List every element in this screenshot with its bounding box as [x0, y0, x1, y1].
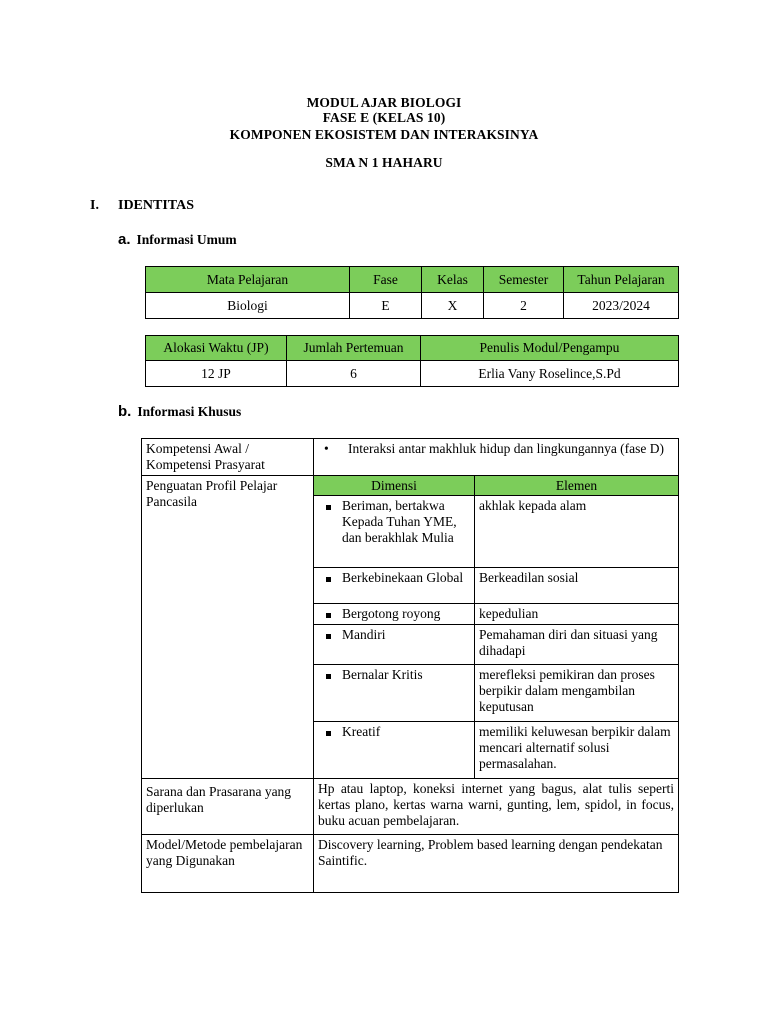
informasi-umum-table-1 — [145, 266, 679, 319]
sarana-label: Sarana dan Prasarana yang diperlukan — [142, 779, 314, 835]
doc-title-line-3: KOMPONEN EKOSISTEM DAN INTERAKSINYA — [229, 127, 539, 142]
square-bullet-icon — [326, 634, 331, 639]
table-header-cell: Mata Pelajaran — [146, 267, 350, 293]
table-header-cell: Fase — [350, 267, 422, 293]
kompetensi-row — [142, 439, 679, 476]
elemen-cell: akhlak kepada alam — [475, 496, 679, 568]
dimensi-header: Dimensi — [314, 476, 475, 496]
dimensi-text: Bergotong royong — [342, 606, 441, 621]
dimensi-text: Bernalar Kritis — [342, 667, 423, 682]
elemen-cell: Berkeadilan sosial — [475, 568, 679, 604]
dimensi-text: Beriman, bertakwa Kepada Tuhan YME, dan berakhlak Mulia — [342, 498, 457, 545]
table-cell: X — [422, 293, 484, 319]
section-identitas-heading — [90, 198, 194, 214]
kompetensi-value: Interaksi antar makhluk hidup dan lingkungannya (fase D) — [348, 441, 665, 456]
table-row — [146, 361, 679, 387]
sarana-value: Hp atau laptop, koneksi internet yang bagus, alat tulis seperti kertas plano, kertas warna warni, gunting, lem, spidol, in focus, buku acuan pembelajaran. — [314, 779, 679, 835]
table-header-cell: Jumlah Pertemuan — [287, 336, 421, 361]
elemen-cell: merefleksi pemikiran dan proses berpikir dalam mengambilan keputusan — [475, 665, 679, 722]
table-header-cell: Alokasi Waktu (JP) — [146, 336, 287, 361]
table-cell: E — [350, 293, 422, 319]
table-header-cell: Penulis Modul/Pengampu — [421, 336, 679, 361]
square-bullet-icon — [326, 613, 331, 618]
profil-label: Penguatan Profil Pelajar Pancasila — [142, 476, 314, 779]
profil-header-row — [142, 476, 679, 496]
informasi-khusus-table — [141, 438, 679, 893]
table-header-cell: Semester — [484, 267, 564, 293]
table-row — [146, 293, 679, 319]
dimensi-cell — [314, 604, 475, 625]
table-cell: 2 — [484, 293, 564, 319]
kompetensi-value-cell — [314, 439, 679, 476]
table-header-row — [146, 267, 679, 293]
square-bullet-icon — [326, 731, 331, 736]
dimensi-cell — [314, 665, 475, 722]
elemen-cell: Pemahaman diri dan situasi yang dihadapi — [475, 625, 679, 665]
section-numeral: I. — [90, 198, 99, 213]
dimensi-text: Kreatif — [342, 724, 381, 739]
table-header-row — [146, 336, 679, 361]
table-cell: 2023/2024 — [564, 293, 679, 319]
dimensi-text: Berkebinekaan Global — [342, 570, 464, 585]
dimensi-cell — [314, 722, 475, 779]
model-row — [142, 835, 679, 893]
subsection-b-title: Informasi Khusus — [137, 404, 242, 419]
table-header-cell: Tahun Pelajaran — [564, 267, 679, 293]
subsection-a-title: Informasi Umum — [136, 232, 237, 247]
model-value: Discovery learning, Problem based learning dengan pendekatan Saintific. — [314, 835, 679, 893]
model-label: Model/Metode pembelajaran yang Digunakan — [142, 835, 314, 893]
table-cell: Erlia Vany Roselince,S.Pd — [421, 361, 679, 387]
sarana-row — [142, 779, 679, 835]
subsection-a-letter: a. — [118, 231, 131, 248]
doc-title-line-1: MODUL AJAR BIOLOGI — [306, 95, 462, 110]
table-cell: Biologi — [146, 293, 350, 319]
informasi-umum-table-2 — [145, 335, 679, 387]
doc-school-name: SMA N 1 HAHARU — [325, 155, 443, 170]
elemen-header: Elemen — [475, 476, 679, 496]
dimensi-text: Mandiri — [342, 627, 386, 642]
kompetensi-label: Kompetensi Awal / Kompetensi Prasyarat — [142, 439, 314, 476]
bullet-icon: • — [324, 441, 329, 456]
square-bullet-icon — [326, 674, 331, 679]
doc-title-line-2: FASE E (KELAS 10) — [322, 110, 446, 125]
subsection-a-heading — [118, 231, 237, 248]
square-bullet-icon — [326, 505, 331, 510]
table-header-cell: Kelas — [422, 267, 484, 293]
dimensi-cell — [314, 568, 475, 604]
dimensi-cell — [314, 496, 475, 568]
elemen-cell: kepedulian — [475, 604, 679, 625]
table-cell: 12 JP — [146, 361, 287, 387]
subsection-b-heading — [118, 403, 241, 420]
subsection-b-letter: b. — [118, 403, 132, 420]
elemen-cell: memiliki keluwesan berpikir dalam mencari alternatif solusi permasalahan. — [475, 722, 679, 779]
section-title: IDENTITAS — [118, 198, 194, 213]
table-cell: 6 — [287, 361, 421, 387]
dimensi-cell — [314, 625, 475, 665]
square-bullet-icon — [326, 577, 331, 582]
